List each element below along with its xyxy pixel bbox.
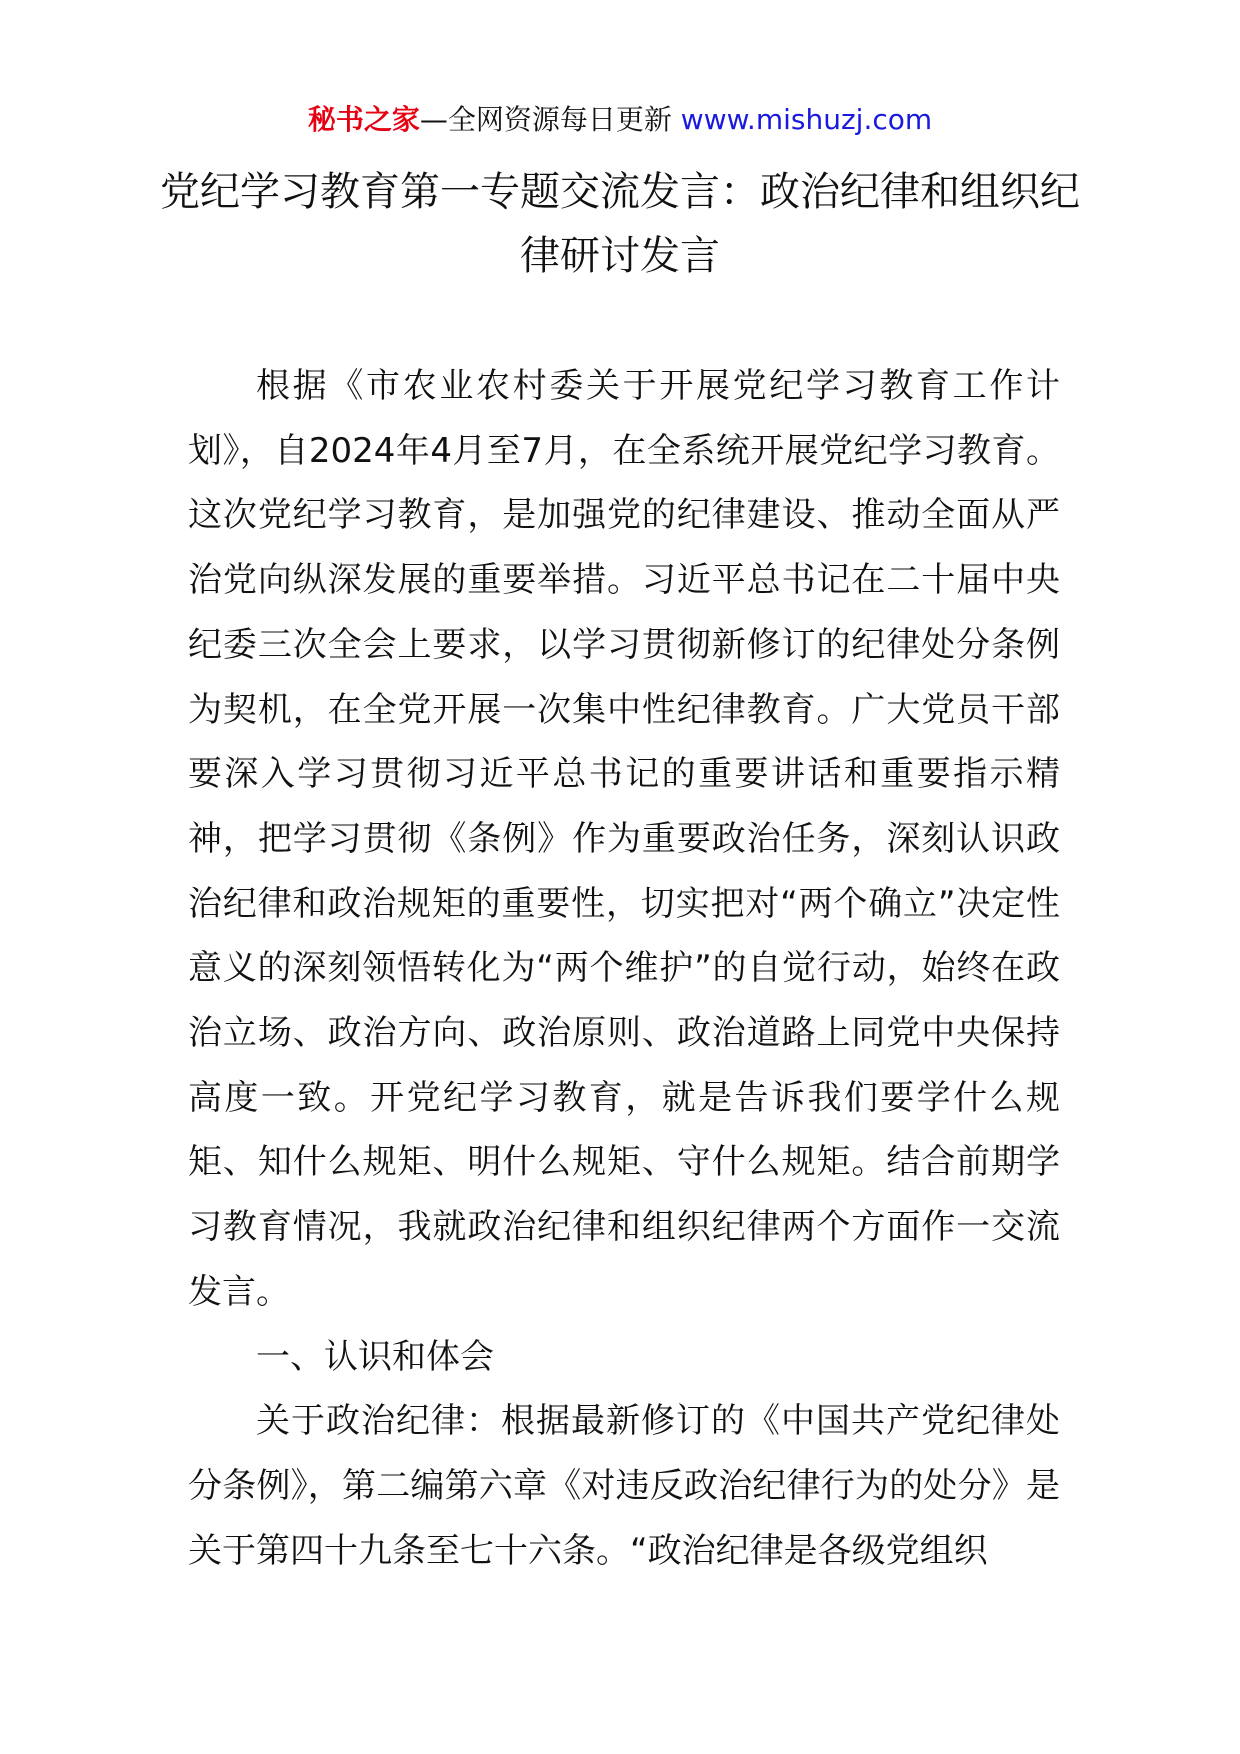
- paragraph-intro: 根据《市农业农村委关于开展党纪学习教育工作计划》，自2024年4月至7月，在全系统开展党纪学习教育。这次党纪学习教育，是加强党的纪律建设、推动全面从严治党向纵深发展的重要举措。习近平总书记在二十届中央纪委三次全会上要求，以学习贯彻新修订的纪律处分条例为契机，在全党开展一次集中性纪律教育。广大党员干部要深入学习贯彻习近平总书记的重要讲话和重要指示精神，把学习贯彻《条例》作为重要政治任务，深刻认识政治纪律和政治规矩的重要性，切实把对“两个确立”决定性意义的深刻领悟转化为“两个维护”的自觉行动，始终在政治立场、政治方向、政治原则、政治道路上同党中央保持高度一致。开党纪学习教育，就是告诉我们要学什么规矩、知什么规矩、明什么规矩、守什么规矩。结合前期学习教育情况，我就政治纪律和组织纪律两个方面作一交流发言。: [188, 366, 1060, 1312]
- header-slogan: —全网资源每日更新: [419, 103, 672, 136]
- site-url-link[interactable]: www.mishuzj.com: [680, 103, 933, 136]
- document-body: [188, 354, 1060, 1583]
- site-header: [0, 100, 1240, 140]
- paragraph-political-discipline: 关于政治纪律：根据最新修订的《中国共产党纪律处分条例》，第二编第六章《对违反政治纪律行为的处分》是关于第四十九条至七十六条。“政治纪律是各级党组织: [188, 1401, 1060, 1571]
- document-title: 党纪学习教育第一专题交流发言：政治纪律和组织纪律研讨发言: [160, 169, 1080, 279]
- brand-name: 秘书之家: [307, 103, 420, 136]
- section-heading: 一、认识和体会: [256, 1336, 494, 1377]
